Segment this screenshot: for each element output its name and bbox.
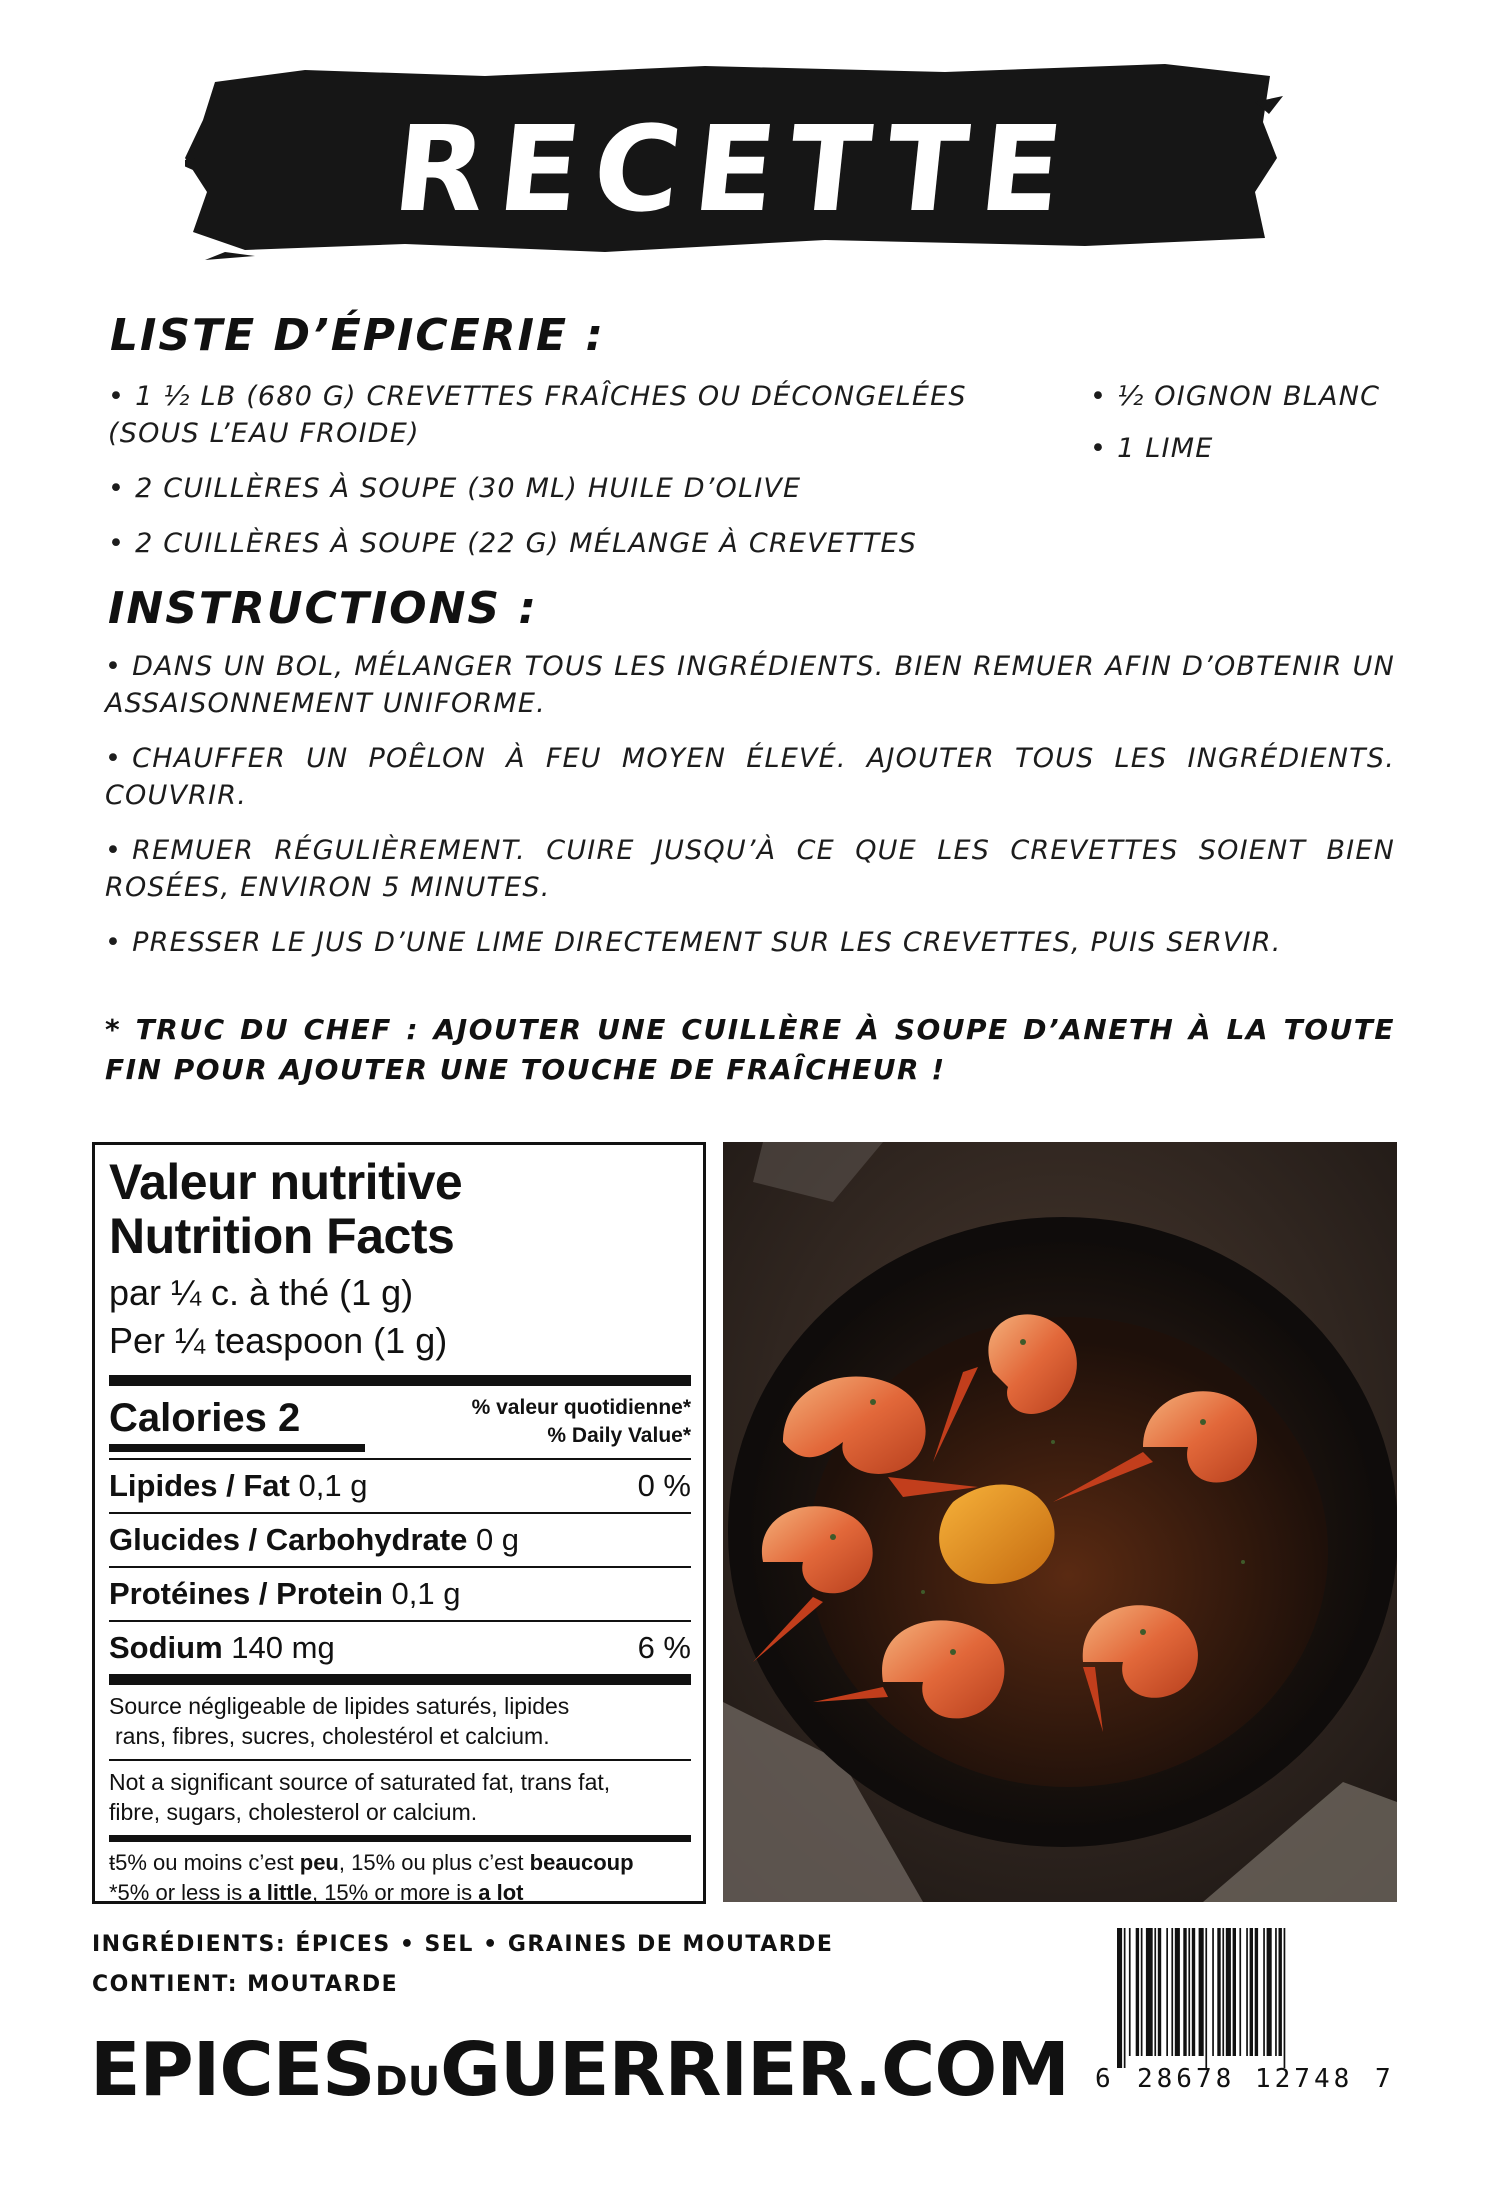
instructions-heading: INSTRUCTIONS : <box>108 583 539 634</box>
barcode-bar <box>1129 1928 1131 2056</box>
grocery-heading: LISTE D’ÉPICERIE : <box>110 310 605 361</box>
bullet: • <box>105 835 123 866</box>
bullet: • <box>1090 381 1108 412</box>
barcode-bar <box>1166 1928 1168 2056</box>
nutrient-row-sodium: Sodium 140 mg 6 % <box>109 1630 691 1665</box>
barcode-bar <box>1263 1928 1265 2056</box>
contains-line: CONTIENT: MOUTARDE <box>92 1972 399 1997</box>
barcode-bar <box>1267 1928 1272 2056</box>
divider <box>109 1674 691 1685</box>
nutrient-row-carbohydrate: Glucides / Carbohydrate 0 g <box>109 1522 520 1557</box>
serving-size-fr: par ¼ c. à thé (1 g) <box>109 1272 414 1313</box>
instruction-step: • DANS UN BOL, MÉLANGER TOUS LES INGRÉDIENTS. BIEN REMUER AFIN D’OBTENIR UN ASSAISONNEMENT UNIFORME. <box>105 651 1395 719</box>
note-fr: Source négligeable de lipides saturés, lipides rans, fibres, sucres, cholestérol et calcium. <box>109 1693 570 1749</box>
barcode-bar <box>1124 1928 1126 2068</box>
barcode-bar <box>1188 1928 1190 2056</box>
barcode-bar <box>1158 1928 1161 2056</box>
calories-row <box>109 1386 691 1458</box>
ingredients-info <box>92 1925 833 2005</box>
nutrient-row-fat: Lipides / Fat 0,1 g 0 % <box>109 1468 691 1503</box>
barcode-group-right: 12748 <box>1255 2064 1354 2094</box>
nutrient-row-protein: Protéines / Protein 0,1 g <box>109 1576 461 1611</box>
list-item: • 2 CUILLÈRES À SOUPE (22 G) MÉLANGE À CREVETTES <box>108 528 918 559</box>
barcode-bar <box>1171 1928 1173 2056</box>
barcode <box>1095 1928 1395 2128</box>
bullet: • <box>105 927 123 958</box>
shrimp-pan-photo <box>723 1142 1397 1902</box>
recipe-banner <box>185 62 1285 262</box>
barcode-bar <box>1175 1928 1180 2056</box>
barcode-bar <box>1275 1928 1277 2056</box>
daily-value-header: % valeur quotidienne* % Daily Value* <box>471 1396 691 1447</box>
ingredients-line: INGRÉDIENTS: ÉPICES • SEL • GRAINES DE MOUTARDE <box>92 1932 834 1957</box>
barcode-bar <box>1279 1928 1282 2056</box>
chef-tip: * TRUC DU CHEF : AJOUTER UNE CUILLÈRE À SOUPE D’ANETH À LA TOUTE FIN POUR AJOUTER UNE TOUCHE DE FRAÎCHEUR ! <box>105 1013 1395 1086</box>
instruction-step: • REMUER RÉGULIÈREMENT. CUIRE JUSQU’À CE QUE LES CREVETTES SOIENT BIEN ROSÉES, ENVIRON 5 MINUTES. <box>105 835 1395 903</box>
barcode-bar <box>1141 1928 1143 2056</box>
list-item: • ½ OIGNON BLANC <box>1090 381 1381 412</box>
divider <box>109 1835 691 1842</box>
list-item: • 2 CUILLÈRES À SOUPE (30 ML) HUILE D’OLIVE <box>108 473 802 504</box>
barcode-bar <box>1199 1928 1204 2056</box>
divider <box>109 1375 691 1386</box>
grocery-list-right <box>1090 378 1420 482</box>
barcode-bar <box>1146 1928 1153 2056</box>
nutrition-title-en: Nutrition Facts <box>109 1208 455 1264</box>
bullet: • <box>108 528 126 559</box>
barcode-group-left: 28678 <box>1137 2064 1236 2094</box>
barcode-bar <box>1250 1928 1253 2056</box>
instructions-list <box>105 648 1395 979</box>
bullet: • <box>1090 433 1108 464</box>
nutrition-facts-table <box>92 1142 706 1904</box>
brand-website: EPICESDUGUERRIER.COM <box>90 2027 1069 2113</box>
page-title: RECETTE <box>387 100 1083 238</box>
calories-label: Calories 2 <box>109 1396 301 1440</box>
barcode-bars <box>1095 1928 1395 2068</box>
barcode-bar <box>1205 1928 1207 2068</box>
barcode-digit-last: 7 <box>1375 2064 1395 2094</box>
barcode-bar <box>1154 1928 1156 2056</box>
shrimp-pan-illustration <box>723 1142 1397 1902</box>
barcode-bar <box>1284 1928 1286 2068</box>
barcode-bar <box>1226 1928 1231 2056</box>
list-item: • 1 ½ LB (680 G) CREVETTES FRAÎCHES OU DÉCONGELÉES (SOUS L’EAU FROIDE) <box>108 381 967 449</box>
instruction-step: • CHAUFFER UN POÊLON À FEU MOYEN ÉLEVÉ. AJOUTER TOUS LES INGRÉDIENTS. COUVRIR. <box>105 743 1395 811</box>
note-en: Not a significant source of saturated fat, trans fat, fibre, sugars, cholesterol or calcium. <box>109 1769 611 1825</box>
serving-size-en: Per ¼ teaspoon (1 g) <box>109 1320 448 1361</box>
barcode-bar <box>1255 1928 1258 2056</box>
barcode-bar <box>1192 1928 1195 2056</box>
barcode-bar <box>1212 1928 1214 2056</box>
nutrition-title-fr: Valeur nutritive <box>109 1154 463 1210</box>
barcode-bar <box>1136 1928 1139 2056</box>
barcode-bar <box>1117 1928 1122 2068</box>
divider <box>109 1444 365 1452</box>
barcode-bar <box>1239 1928 1241 2056</box>
barcode-bar <box>1233 1928 1236 2056</box>
barcode-bar <box>1246 1928 1248 2056</box>
barcode-digit-first: 6 <box>1095 2064 1115 2094</box>
bullet: • <box>108 381 126 412</box>
bullet: • <box>105 651 123 682</box>
bullet: • <box>105 743 123 774</box>
barcode-bar <box>1183 1928 1186 2056</box>
barcode-bar <box>1217 1928 1220 2056</box>
bullet: • <box>108 473 126 504</box>
barcode-bar <box>1222 1928 1224 2056</box>
list-item: • 1 LIME <box>1090 433 1214 464</box>
grocery-list-left <box>108 378 1058 580</box>
instruction-step: • PRESSER LE JUS D’UNE LIME DIRECTEMENT SUR LES CREVETTES, PUIS SERVIR. <box>105 927 1282 958</box>
daily-value-footnote: ŧ5% ou moins c’est peu, 15% ou plus c’est beaucoup *5% or less is a little, 15% or more is a lot <box>109 1850 634 1905</box>
